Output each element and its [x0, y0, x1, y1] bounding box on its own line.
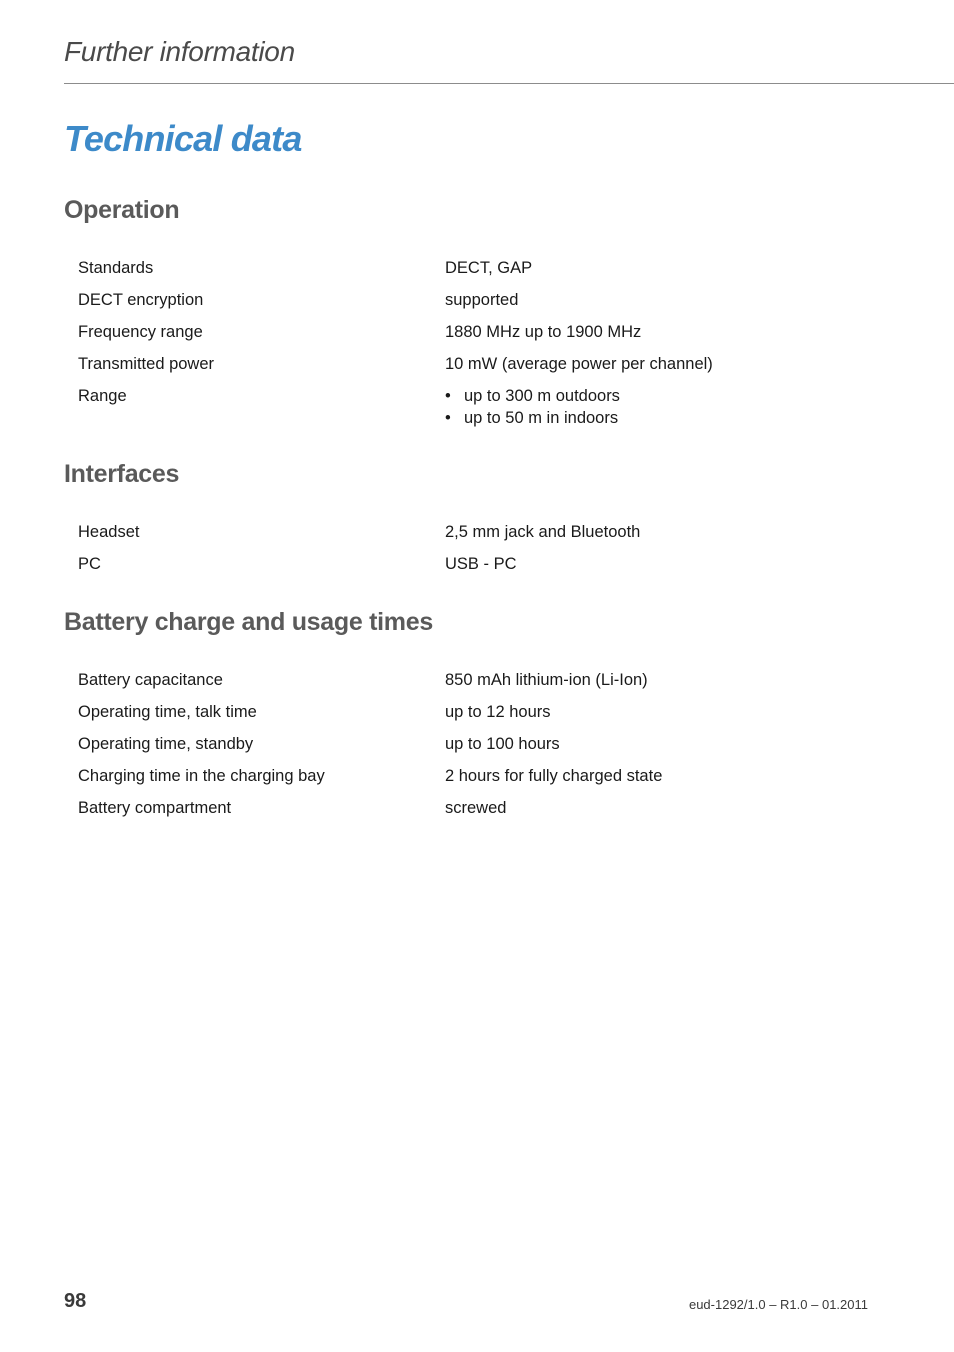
- spec-value: 850 mAh lithium-ion (Li-Ion): [445, 671, 648, 689]
- spec-value: 1880 MHz up to 1900 MHz: [445, 323, 642, 341]
- spec-row: [78, 797, 838, 819]
- spec-value: screwed: [445, 799, 507, 817]
- list-item: [445, 407, 620, 429]
- page-title: Technical data: [64, 118, 302, 159]
- section-heading-battery: Battery charge and usage times: [64, 608, 433, 636]
- spec-value: supported: [445, 291, 519, 309]
- bullet-text: up to 50 m in indoors: [464, 409, 619, 427]
- spec-value: 10 mW (average power per channel): [445, 355, 713, 373]
- spec-label: Transmitted power: [78, 355, 215, 373]
- bullet-list: [445, 385, 620, 429]
- spec-row: [78, 701, 838, 723]
- spec-value: up to 100 hours: [445, 735, 560, 753]
- spec-label: Battery capacitance: [78, 671, 223, 689]
- spec-row: [78, 385, 838, 429]
- spec-row: [78, 321, 838, 343]
- spec-value: DECT, GAP: [445, 259, 533, 277]
- spec-row: [78, 553, 838, 575]
- spec-label: PC: [78, 555, 101, 573]
- spec-table-operation: [78, 257, 838, 439]
- spec-label: Charging time in the charging bay: [78, 767, 325, 785]
- header-rule: [64, 83, 954, 84]
- spec-row: [78, 669, 838, 691]
- spec-label: Frequency range: [78, 323, 203, 341]
- running-head: Further information: [64, 36, 295, 67]
- spec-row: [78, 289, 838, 311]
- spec-value: 2 hours for fully charged state: [445, 767, 663, 785]
- spec-row: [78, 765, 838, 787]
- bullet-icon: •: [445, 387, 451, 405]
- list-item: [445, 385, 620, 407]
- spec-table-battery: [78, 669, 838, 829]
- document-reference: eud-1292/1.0 – R1.0 – 01.2011: [688, 1297, 868, 1312]
- spec-table-interfaces: [78, 521, 838, 585]
- spec-row: [78, 733, 838, 755]
- bullet-text: up to 300 m outdoors: [464, 387, 620, 405]
- spec-label: Headset: [78, 523, 140, 541]
- spec-row: [78, 257, 838, 279]
- spec-value: up to 12 hours: [445, 703, 551, 721]
- spec-row: [78, 521, 838, 543]
- spec-value: USB - PC: [445, 555, 517, 573]
- spec-label: Operating time, standby: [78, 735, 254, 753]
- spec-label: Operating time, talk time: [78, 703, 257, 721]
- spec-value: 2,5 mm jack and Bluetooth: [445, 523, 641, 541]
- page-number: 98: [64, 1290, 87, 1312]
- spec-label: Battery compartment: [78, 799, 232, 817]
- spec-label: Range: [78, 387, 127, 405]
- section-heading-interfaces: Interfaces: [64, 460, 180, 488]
- section-heading-operation: Operation: [64, 196, 180, 224]
- bullet-icon: •: [445, 409, 451, 427]
- spec-label: DECT encryption: [78, 291, 204, 309]
- spec-row: [78, 353, 838, 375]
- spec-label: Standards: [78, 259, 154, 277]
